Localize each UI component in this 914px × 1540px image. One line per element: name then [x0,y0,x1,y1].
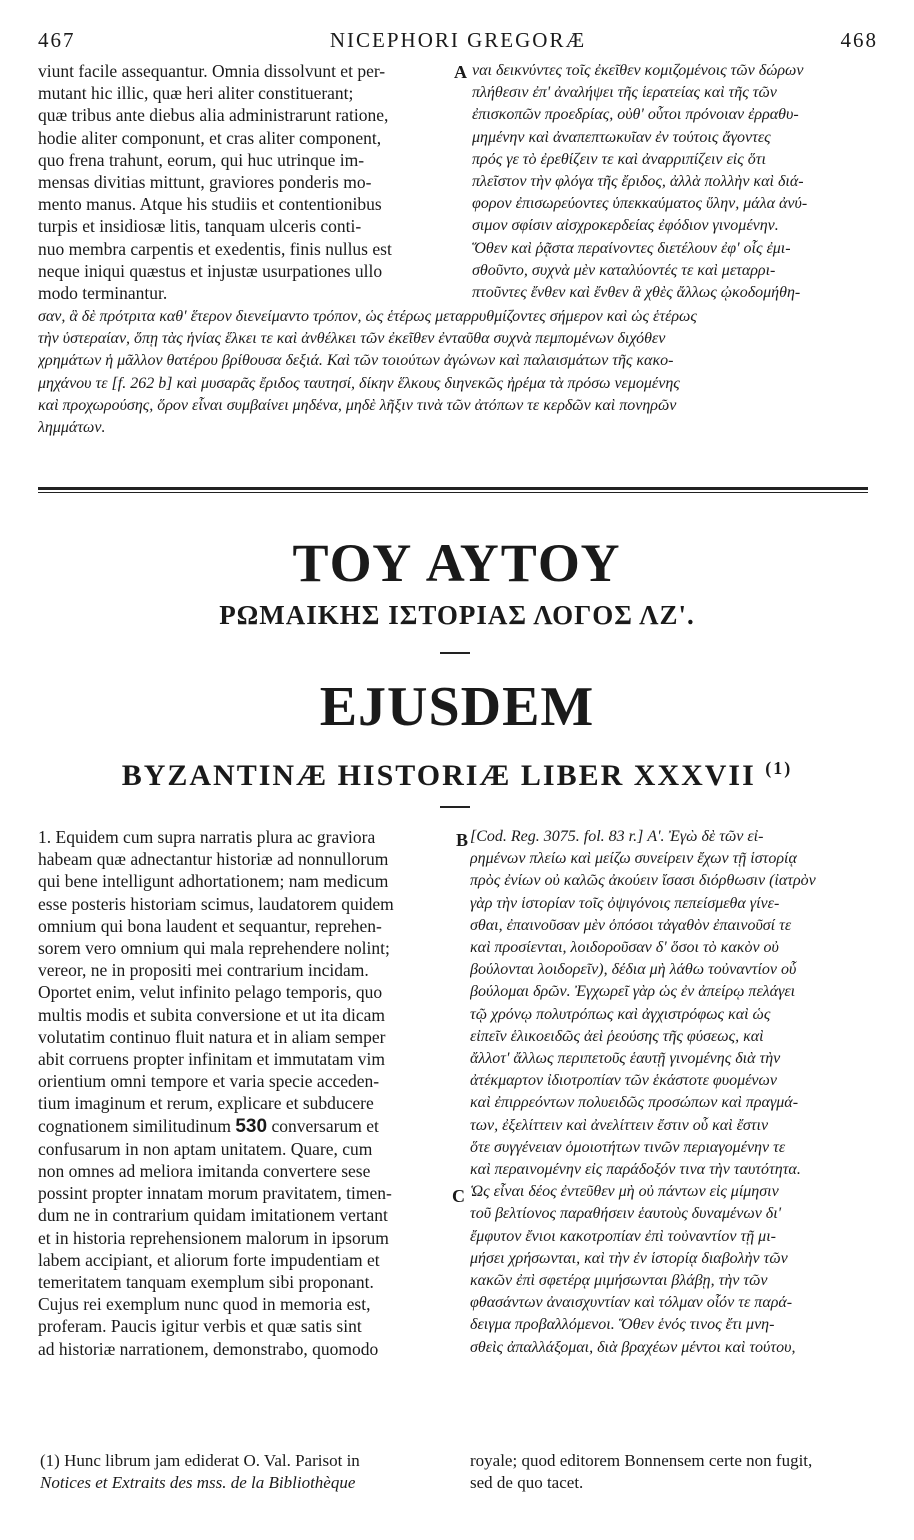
footnote-left [40,1450,450,1494]
text-line: vereor, ne in propositi mei contrarium incidam. [38,960,369,981]
text-line: labem accipiant, et aliorum forte impudentiam et [38,1249,380,1270]
text-line: quæ tribus ante diebus alia administrarunt ratione, [38,105,389,126]
text-line: ρημένων πλείω καὶ μείζω συνείρειν ἔχων τῇ ἱστορίᾳ [470,850,797,868]
text-line: πλήθεσιν ἐπ' ἀναλήψει τῆς ἱερατείας καὶ τῆς τῶν [472,84,777,102]
footnote-right [470,1450,878,1494]
text-line: των, ἐξελίττειν καὶ ἀνελίττειν ἔστιν οὗ καὶ ἔστιν [470,1116,769,1134]
section-marker-a: A [454,62,467,82]
text-line: τοῦ βελτίονος παραθήσειν ἑαυτοὺς δυναμένων δι' [470,1205,782,1223]
text-line [38,1115,450,1138]
top-greek-column [472,60,876,304]
text-line: sorem vero omnium qui mala reprehendere nolint; [38,938,390,959]
text-line: Cujus rei exemplum nunc quod in memoria est, [38,1294,371,1315]
page-number-left: 467 [38,28,76,52]
text-line: μημένην καὶ ἀναπεπτωκυῖαν ἐν τούτοις ἄγοντες [472,128,771,146]
text-line: 1. Equidem cum supra narratis plura ac graviora [38,827,376,847]
main-latin-column [38,826,450,1360]
text-line: σθεὶς ἀπαλλάξομαι, διὰ βραχέων μέντοι καὶ τούτου, [470,1338,796,1356]
text-line: multis modis et subita conversione et ut ita dicam [38,1004,386,1025]
text-line: qui bene intelligunt adhortationem; nam medicum [38,871,389,892]
text-line: volutatim continuo fluit natura et in aliam semper [38,1026,386,1047]
text-line: λημμάτων. [38,419,106,437]
text-line: orientium omni tempore et varia specie acceden- [38,1071,380,1092]
text-line: confusarum in non aptam unitatem. Quare, cum [38,1138,373,1159]
footnote-line: royale; quod editorem Bonnensem certe non fugit, [470,1451,813,1470]
text-line: τῷ χρόνῳ πολυτρόπως καὶ ἀγχιστρόφως καὶ ὡς [470,1005,771,1023]
section-marker-b: B [456,830,469,850]
footnote-line: (1) Hunc librum jam ediderat O. Val. Parisot in [40,1451,360,1470]
footnote-line: sed de quo tacet. [470,1473,584,1493]
text-line: quo frena trahunt, eorum, qui huc utrinque im- [38,149,365,170]
text-line: φορον ἐπισωρεύοντες ὑπεκκαύματος ὕλην, μάλα ἀνύ- [472,195,808,213]
text-line: ἀτέκμαρτον ἰδιοτροπίαν τῶν ἑκάστοτε φυομένων [470,1072,777,1090]
text-line: ad historiæ narrationem, demonstrabo, quomodo [38,1338,379,1359]
text-line: possint propter innatam morum pravitatem, timen- [38,1183,392,1204]
text-line: [Cod. Reg. 3075. fol. 83 r.] Α'. Ἐγὼ δὲ τῶν εἰ- [470,828,764,845]
section-divider-thin [38,492,868,493]
text-line: ναι δεικνύντες τοῖς ἐκεῖθεν κομιζομένοις τῶν δώρων [472,62,804,79]
text-fragment: cognationem similitudinum [38,1115,231,1136]
text-line: βούλονται λοιδορεῖν), δέδια μὴ λάθω τοὐναντίον οὗ [470,961,797,979]
section-marker-c: C [452,1186,465,1206]
text-line: Oportet enim, velut infinito pelago temporis, quo [38,982,383,1003]
text-line: πρὸς ἐνίων οὐ καλῶς ἀκούειν ἴσασι διόρθωσιν (ἰατρὸν [470,872,816,890]
text-line: πτοῦντες ἔνθεν καὶ ἔνθεν ἃ χθὲς ἄλλως ᾠκοδομήθη- [472,284,801,302]
text-line: χρημάτων ἡ μᾶλλον θατέρου βρίθουσα δεξιά. Καὶ τῶν τοιούτων ἀγώνων καὶ παλαισμάτων τῆς κακο- [38,352,674,370]
text-line: Ὅθεν καὶ ῥᾷστα περαίνοντες διετέλουν ἐφ' οἷς ἐμι- [472,239,791,257]
text-line: καὶ ἐπιρρεόντων πολυειδῶς προσώπων καὶ πραγμά- [470,1094,799,1112]
text-line: πρός γε τὸ ἐρεθίζειν τε καὶ ἀναρριπίζειν εἰς ὅτι [472,150,766,168]
text-line: καὶ προχωρούσης, ὅρον εἶναι συμβαίνει μηδένα, μηδὲ λῆξιν τινὰ τῶν ἀτόπων τε κερδῶν καὶ πονηρῶν [38,396,677,414]
text-line: ἄλλοτ' ἄλλως περιπετοῦς ἑαυτῇ γινομένης διὰ τὴν [470,1050,781,1068]
text-line: mensas divitias mittunt, graviores ponderis mo- [38,172,372,193]
text-line: mutant hic illic, quæ heri aliter constituerant; [38,83,354,104]
text-line: temeritatem tanquam exemplum sibi proponant. [38,1272,374,1293]
full-width-greek-block [38,306,868,439]
running-title: NICEPHORI GREGORÆ [329,28,587,52]
text-line: esse posteris historiam scimus, laudatorem quidem [38,893,394,914]
text-line: τὴν ὑστεραίαν, ὅπῃ τὰς ἡνίας ἕλκει τε καὶ ἀνθέλκει τῶν ἐκεῖθεν ἐνταῦθα συχνὰ πεμπομένων διχόθεν [38,330,666,348]
text-line: σιμον σφίσιν αἰσχροκερδείας ἐφόδιον γινομένην. [472,217,779,235]
latin-subtitle [0,758,914,793]
text-line: non omnes ad meliora imitanda convertere sese [38,1161,371,1182]
text-line: tium imaginum et rerum, explicare et subducere [38,1093,374,1114]
text-line: μηχάνου τε [f. 262 b] καὶ μυσαρᾶς ἔριδος ταυτησί, δίκην ἕλκους διηνεκῶς ἠρέμα τὰ πρόσω νεμομένης [38,374,680,392]
text-line: modo terminantur. [38,283,168,304]
text-line: ὅτε συγγένειαν ὁμοιοτήτων τινῶν περιαγομένην τε [470,1138,786,1156]
text-line: ἔμφυτον ἔνιοι κακοτροπίαν ἐπὶ τοὐναντίον τῇ μι- [470,1227,776,1245]
text-line: καὶ περαινομένην εἰς παράδοξόν τινα τὴν ταυτότητα. [470,1161,801,1179]
text-line: abit corruens propter infinitam et immutatam vim [38,1049,385,1070]
text-line: nuo membra carpentis et exedentis, finis nullus est [38,238,392,259]
subtitle-dash [440,806,470,808]
text-line: viunt facile assequantur. Omnia dissolvunt et per- [38,61,386,81]
text-line: habeam quæ adnectantur historiæ ad nonnullorum [38,849,389,870]
running-head [38,28,878,56]
footnote-line: Notices et Extraits des mss. de la Bibliothèque [40,1473,356,1493]
page-number-right: 468 [840,28,878,52]
text-line: μήσει χρήσωνται, καὶ τὴν ἐν ἱστορίᾳ διαβολὴν τῶν [470,1249,788,1267]
text-line: σθαι, ἐπαινοῦσαν μὲν ὁπόσοι τἀγαθὸν ἐπαινοῦσί τε [470,916,792,934]
text-line: σθοῦντο, συχνὰ μὲν καταλύοντές τε καὶ μεταρρι- [472,261,776,279]
text-line: Ὡς εἶναι δέος ἐντεῦθεν μὴ οὐ πάντων εἰς μίμησιν [470,1183,779,1201]
section-divider-thick [38,487,868,490]
text-line: καὶ προσίενται, λοιδοροῦσαν δ' ὅσοι τὸ κακὸν οὐ [470,939,779,957]
text-line: et in historia reprehensionem malorum in ipsorum [38,1227,389,1248]
title-dash [440,652,470,654]
text-line: γὰρ τὴν ἱστορίαν τοῖς ὀψιγόνοις πεπείσμεθα γίνε- [470,894,780,912]
text-line: ἐπισκοπῶν προεδρίας, οὐθ' οὗτοι πρόνοιαν ἐρραθυ- [472,106,799,124]
text-line: proferam. Paucis igitur verbis et quæ satis sint [38,1316,362,1337]
text-line: hodie aliter componunt, et cras aliter component, [38,127,382,148]
latin-subtitle-text: BYZANTINÆ HISTORIÆ LIBER XXXVII [121,759,756,792]
text-line: dum ne in contrarium quidam imitationem vertant [38,1205,388,1226]
text-line: turpis et insidiosæ litis, tanquam ulceris conti- [38,216,362,237]
text-line: neque iniqui quæstus et injustæ usurpationes ullo [38,260,383,281]
greek-title: ΤΟΥ ΑΥΤΟΥ [292,533,622,593]
main-greek-column [470,826,878,1359]
text-line: σαν, ἃ δὲ πρότριτα καθ' ἕτερον διενείμαντο τρόπον, ὡς ἑτέρως μεταρρυθμίζοντες σήμερον καὶ ὡς ἑτέρως [38,308,697,325]
footnote-reference: (1) [765,758,793,778]
top-latin-column [38,60,450,304]
text-line: mento manus. Atque his studiis et contentionibus [38,194,382,215]
text-line: δειγμα προβαλλόμενοι. Ὅθεν ἑνός τινος ἔτι μνη- [470,1316,775,1334]
text-line: εἰπεῖν ἑλικοειδῶς ἀεὶ ῥεούσης τῆς φύσεως, καὶ [470,1027,764,1045]
column-number: 530 [235,1115,268,1137]
latin-title: EJUSDEM [319,676,595,738]
text-fragment: conversarum et [271,1115,379,1136]
greek-subtitle: ΡΩΜΑΙΚΗΣ ΙΣΤΟΡΙΑΣ ΛΟΓΟΣ ΛΖ'. [219,600,695,630]
text-line: κακῶν ἐπὶ σφετέρᾳ μιμήσωνται βλάβῃ, τὴν τῶν [470,1272,768,1290]
text-line: βούλομαι δρῶν. Ἐγχωρεῖ γὰρ ὡς ἐν ἀπείρῳ πελάγει [470,983,796,1001]
text-line: πλεῖστον τὴν φλόγα τῆς ἔριδος, ἀλλὰ πολλὴν καὶ διά- [472,173,804,191]
text-line: omnium qui bona laudent et sequantur, reprehen- [38,915,382,936]
text-line: φθασάντων ἀναισχυντίαν καὶ τόλμαν οἷόν τε παρά- [470,1294,793,1312]
